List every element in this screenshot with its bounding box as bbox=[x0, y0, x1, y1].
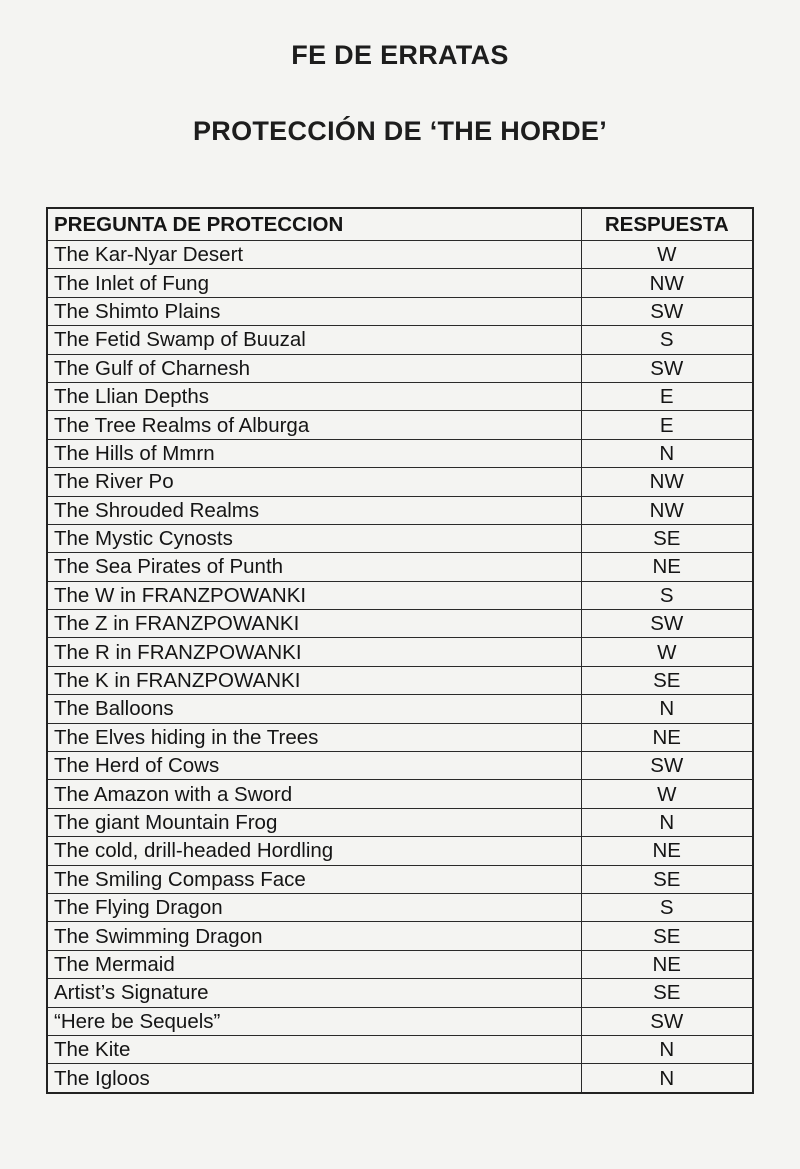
answer-cell: E bbox=[581, 411, 753, 439]
answer-cell: SW bbox=[581, 1007, 753, 1035]
table-row bbox=[47, 723, 753, 751]
answer-cell: NE bbox=[581, 837, 753, 865]
answer-cell: E bbox=[581, 382, 753, 410]
table-row bbox=[47, 837, 753, 865]
question-cell: The Z in FRANZPOWANKI bbox=[47, 610, 581, 638]
table-row bbox=[47, 1007, 753, 1035]
table-row bbox=[47, 468, 753, 496]
question-cell: Artist’s Signature bbox=[47, 979, 581, 1007]
question-cell: The Fetid Swamp of Buuzal bbox=[47, 326, 581, 354]
table-row bbox=[47, 808, 753, 836]
answer-cell: N bbox=[581, 1064, 753, 1093]
table-row bbox=[47, 638, 753, 666]
question-cell: The Herd of Cows bbox=[47, 752, 581, 780]
answer-cell: S bbox=[581, 893, 753, 921]
table-row bbox=[47, 922, 753, 950]
table-row bbox=[47, 581, 753, 609]
answer-cell: SE bbox=[581, 979, 753, 1007]
answer-cell: NE bbox=[581, 553, 753, 581]
table-row bbox=[47, 297, 753, 325]
table-row bbox=[47, 1064, 753, 1093]
answer-cell: SW bbox=[581, 297, 753, 325]
header-answer: RESPUESTA bbox=[581, 208, 753, 241]
answer-cell: NE bbox=[581, 950, 753, 978]
answer-cell: W bbox=[581, 780, 753, 808]
answer-cell: NE bbox=[581, 723, 753, 751]
question-cell: The K in FRANZPOWANKI bbox=[47, 666, 581, 694]
table-row bbox=[47, 411, 753, 439]
table-row bbox=[47, 780, 753, 808]
table-row bbox=[47, 524, 753, 552]
question-cell: The Hills of Mmrn bbox=[47, 439, 581, 467]
answer-cell: SE bbox=[581, 666, 753, 694]
question-cell: The Kar-Nyar Desert bbox=[47, 241, 581, 269]
answer-cell: SW bbox=[581, 354, 753, 382]
answer-cell: N bbox=[581, 808, 753, 836]
question-cell: The Kite bbox=[47, 1035, 581, 1063]
table-row bbox=[47, 326, 753, 354]
table-row bbox=[47, 269, 753, 297]
table-row bbox=[47, 979, 753, 1007]
question-cell: The W in FRANZPOWANKI bbox=[47, 581, 581, 609]
question-cell: The Sea Pirates of Punth bbox=[47, 553, 581, 581]
table-row bbox=[47, 354, 753, 382]
answer-cell: SW bbox=[581, 752, 753, 780]
table-row bbox=[47, 241, 753, 269]
question-cell: The Mystic Cynosts bbox=[47, 524, 581, 552]
table-row bbox=[47, 553, 753, 581]
table-row bbox=[47, 496, 753, 524]
answer-cell: S bbox=[581, 581, 753, 609]
header-question: PREGUNTA DE PROTECCION bbox=[47, 208, 581, 241]
question-cell: The Smiling Compass Face bbox=[47, 865, 581, 893]
question-cell: “Here be Sequels” bbox=[47, 1007, 581, 1035]
answer-cell: SE bbox=[581, 922, 753, 950]
table-header-row bbox=[47, 208, 753, 241]
question-cell: The giant Mountain Frog bbox=[47, 808, 581, 836]
question-cell: The Shrouded Realms bbox=[47, 496, 581, 524]
answer-cell: SE bbox=[581, 865, 753, 893]
table-row bbox=[47, 439, 753, 467]
question-cell: The Balloons bbox=[47, 695, 581, 723]
table-row bbox=[47, 610, 753, 638]
answer-cell: NW bbox=[581, 468, 753, 496]
question-cell: The Swimming Dragon bbox=[47, 922, 581, 950]
table-row bbox=[47, 950, 753, 978]
answer-cell: N bbox=[581, 695, 753, 723]
question-cell: The Shimto Plains bbox=[47, 297, 581, 325]
table-body bbox=[47, 241, 753, 1093]
answer-cell: N bbox=[581, 439, 753, 467]
question-cell: The Amazon with a Sword bbox=[47, 780, 581, 808]
question-cell: The Mermaid bbox=[47, 950, 581, 978]
answer-cell: NW bbox=[581, 269, 753, 297]
table-row bbox=[47, 893, 753, 921]
question-cell: The Flying Dragon bbox=[47, 893, 581, 921]
question-cell: The Gulf of Charnesh bbox=[47, 354, 581, 382]
table-row bbox=[47, 865, 753, 893]
answer-cell: SW bbox=[581, 610, 753, 638]
answer-cell: S bbox=[581, 326, 753, 354]
question-cell: The Tree Realms of Alburga bbox=[47, 411, 581, 439]
page-title: FE DE ERRATAS bbox=[291, 40, 509, 70]
errata-table bbox=[46, 207, 754, 1094]
page-subtitle: PROTECCIÓN DE ‘THE HORDE’ bbox=[192, 116, 608, 146]
answer-cell: N bbox=[581, 1035, 753, 1063]
answer-cell: W bbox=[581, 241, 753, 269]
answer-cell: W bbox=[581, 638, 753, 666]
question-cell: The Elves hiding in the Trees bbox=[47, 723, 581, 751]
table-row bbox=[47, 1035, 753, 1063]
question-cell: The Inlet of Fung bbox=[47, 269, 581, 297]
table-row bbox=[47, 382, 753, 410]
table-row bbox=[47, 666, 753, 694]
question-cell: The Igloos bbox=[47, 1064, 581, 1093]
answer-cell: NW bbox=[581, 496, 753, 524]
question-cell: The Llian Depths bbox=[47, 382, 581, 410]
table-row bbox=[47, 695, 753, 723]
question-cell: The River Po bbox=[47, 468, 581, 496]
question-cell: The R in FRANZPOWANKI bbox=[47, 638, 581, 666]
answer-cell: SE bbox=[581, 524, 753, 552]
table-row bbox=[47, 752, 753, 780]
question-cell: The cold, drill-headed Hordling bbox=[47, 837, 581, 865]
